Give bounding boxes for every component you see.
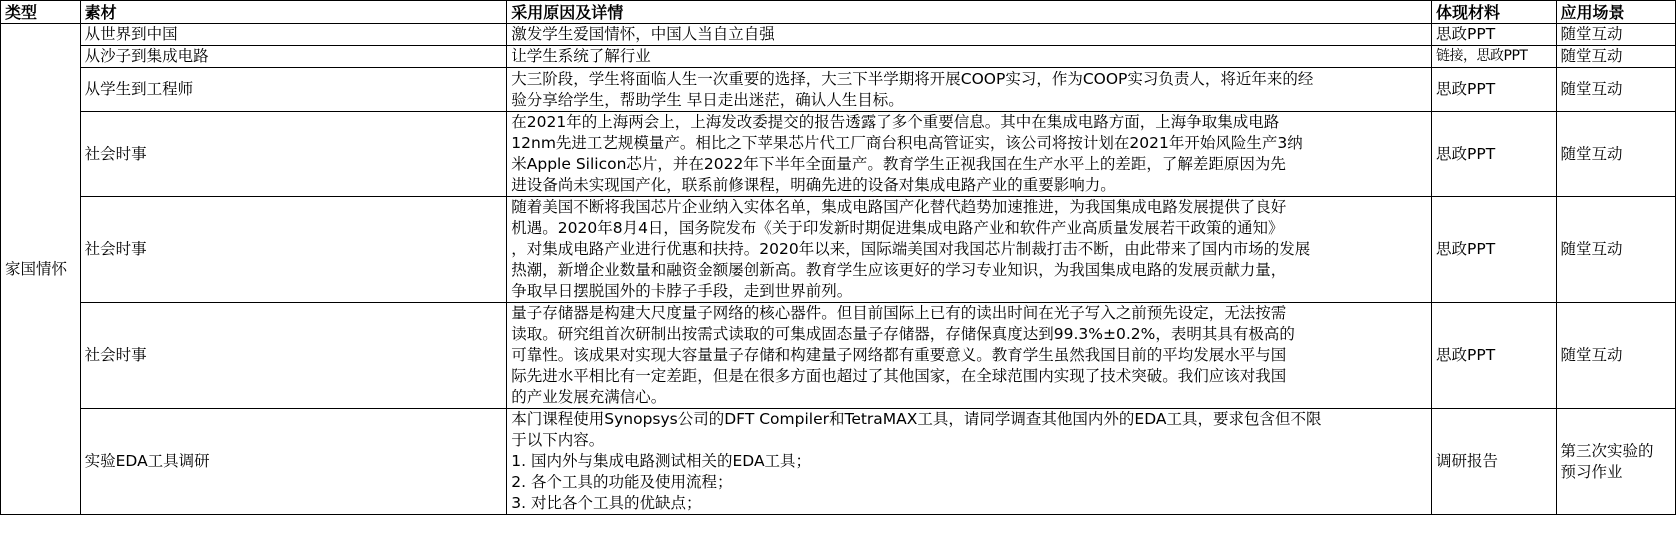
material-cell: 从沙子到集成电路: [80, 46, 507, 68]
table-row: [1, 112, 1676, 197]
scene-line: 第三次实验的: [1560, 441, 1654, 460]
detail-line: 验分享给学生，帮助学生 早日走出迷茫，确认人生目标。: [511, 90, 904, 109]
detail-line: 热潮，新增企业数量和融资金额屡创新高。教育学生应该更好的学习专业知识，为我国集成电路的发展贡献力量，: [511, 261, 1287, 279]
evidence-cell: 思政PPT: [1432, 303, 1557, 409]
detail-cell: [507, 409, 1432, 515]
detail-line: 在2021年的上海两会上，上海发改委提交的报告透露了多个重要信息。其中在集成电路方面，上海争取集成电路: [511, 113, 1280, 131]
scene-cell: 随堂互动: [1556, 112, 1675, 197]
scene-cell: 随堂互动: [1556, 24, 1675, 46]
category-cell: 家国情怀: [1, 24, 81, 515]
material-cell: 从世界到中国: [80, 24, 507, 46]
table-row: [1, 409, 1676, 515]
scene-cell: [1556, 409, 1675, 515]
header-material: 素材: [80, 1, 507, 24]
evidence-cell: 链接，思政PPT: [1432, 46, 1557, 68]
detail-line: 读取。研究组首次研制出按需式读取的可集成固态量子存储器，存储保真度达到99.3%±0.2%，表明其具有极高的: [511, 325, 1295, 343]
detail-line: 争取早日摆脱国外的卡脖子手段，走到世界前列。: [511, 282, 853, 300]
detail-cell: [507, 68, 1432, 112]
detail-cell: [507, 24, 1432, 46]
detail-line: 随着美国不断将我国芯片企业纳入实体名单，集成电路国产化替代趋势加速推进，为我国集成电路发展提供了良好: [511, 198, 1287, 216]
header-reason: 采用原因及详情: [507, 1, 1432, 24]
header-row: [1, 1, 1676, 24]
scene-cell: 随堂互动: [1556, 68, 1675, 112]
detail-line: 可靠性。该成果对实现大容量量子存储和构建量子网络都有重要意义。教育学生虽然我国目前的平均发展水平与国: [511, 346, 1287, 364]
detail-line: 让学生系统了解行业: [511, 47, 651, 65]
evidence-cell: 思政PPT: [1432, 68, 1557, 112]
detail-cell: [507, 303, 1432, 409]
scene-cell: 随堂互动: [1556, 197, 1675, 303]
detail-line: ，对集成电路产业进行优惠和扶持。2020年以来，国际端美国对我国芯片制裁打击不断，由此带来了国内市场的发展: [511, 240, 1311, 258]
material-cell: 实验EDA工具调研: [80, 409, 507, 515]
detail-line: 12nm先进工艺规模量产。相比之下苹果芯片代工厂商台积电高管证实，该公司将按计划在2021年开始风险生产3纳: [511, 134, 1303, 152]
detail-line: 的产业发展充满信心。: [511, 388, 667, 406]
detail-line: 进设备尚未实现国产化，联系前修课程，明确先进的设备对集成电路产业的重要影响力。: [511, 176, 1116, 194]
detail-line: 际先进水平相比有一定差距，但是在很多方面也超过了其他国家，在全球范围内实现了技术突破。我们应该对我国: [511, 367, 1287, 385]
detail-line: 米Apple Silicon芯片，并在2022年下半年全面量产。教育学生正视我国在生产水平上的差距，了解差距原因为先: [511, 155, 1286, 173]
detail-line: 1. 国内外与集成电路测试相关的EDA工具；: [511, 452, 812, 470]
table-row: [1, 303, 1676, 409]
header-scene: 应用场景: [1556, 1, 1675, 24]
table-row: [1, 197, 1676, 303]
material-cell: 从学生到工程师: [80, 68, 507, 112]
scene-line: 预习作业: [1560, 462, 1623, 481]
detail-line: 2. 各个工具的功能及使用流程；: [511, 473, 733, 491]
material-cell: 社会时事: [80, 303, 507, 409]
scene-cell: 随堂互动: [1556, 46, 1675, 68]
evidence-cell: 思政PPT: [1432, 197, 1557, 303]
detail-line: 3. 对比各个工具的优缺点；: [511, 494, 702, 512]
evidence-cell: 思政PPT: [1432, 112, 1557, 197]
detail-line: 激发学生爱国情怀，中国人当自立自强: [511, 25, 775, 43]
table-row: [1, 68, 1676, 112]
material-cell: 社会时事: [80, 197, 507, 303]
evidence-cell: 思政PPT: [1432, 24, 1557, 46]
table-row: [1, 46, 1676, 68]
header-evidence: 体现材料: [1432, 1, 1557, 24]
scene-cell: 随堂互动: [1556, 303, 1675, 409]
detail-cell: [507, 46, 1432, 68]
material-cell: 社会时事: [80, 112, 507, 197]
detail-line: 本门课程使用Synopsys公司的DFT Compiler和TetraMAX工具，请同学调查其他国内外的EDA工具，要求包含但不限: [511, 410, 1322, 428]
header-type: 类型: [1, 1, 81, 24]
detail-line: 大三阶段，学生将面临人生一次重要的选择，大三下半学期将开展COOP实习，作为COOP实习负责人，将近年来的经: [511, 69, 1314, 88]
detail-line: 机遇。2020年8月4日，国务院发布《关于印发新时期促进集成电路产业和软件产业高质量发展若干政策的通知》: [511, 219, 1284, 237]
evidence-cell: 调研报告: [1432, 409, 1557, 515]
detail-line: 于以下内容。: [511, 431, 605, 449]
detail-cell: [507, 197, 1432, 303]
detail-cell: [507, 112, 1432, 197]
table-row: [1, 24, 1676, 46]
detail-line: 量子存储器是构建大尺度量子网络的核心器件。但目前国际上已有的读出时间在光子写入之前预先设定，无法按需: [511, 304, 1287, 322]
